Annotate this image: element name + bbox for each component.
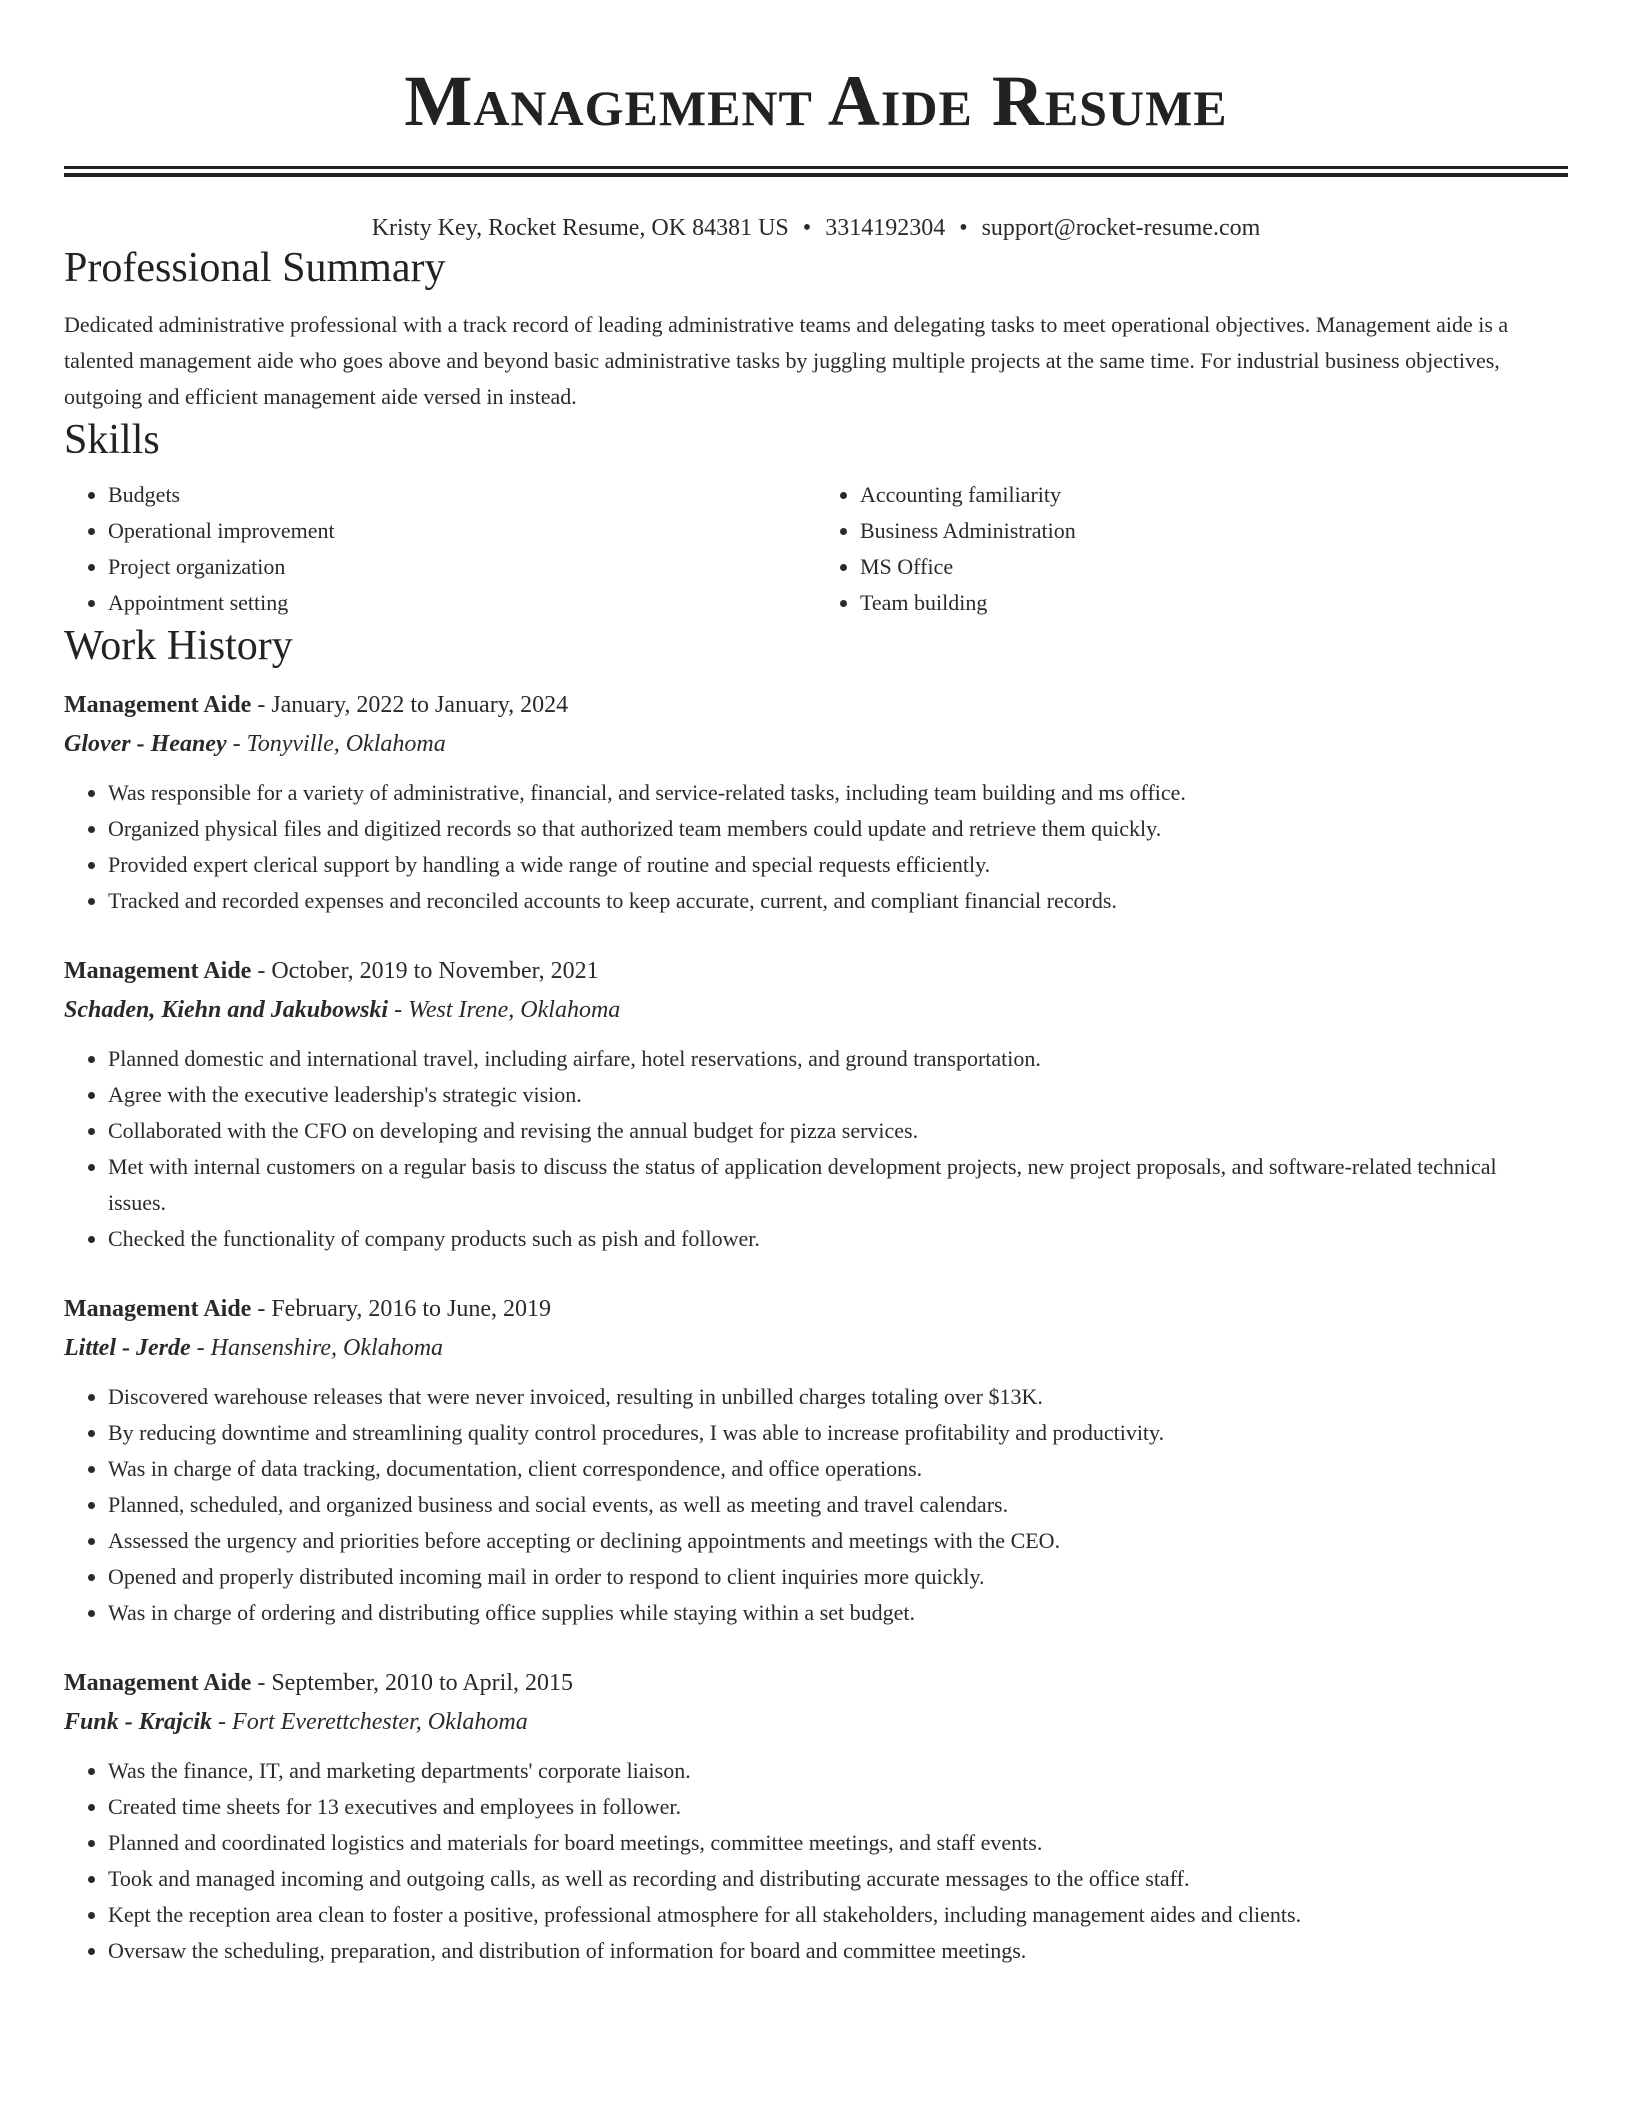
resume-page bbox=[64, 0, 1568, 1969]
contact-email: support@rocket-resume.com bbox=[981, 215, 1261, 241]
contact-phone: 3314192304 bbox=[825, 215, 946, 241]
job-entry bbox=[64, 1289, 1568, 1631]
job-bullet: • Kept the reception area clean to foster a positive, professional atmosphere for all stakeholders, including management aides and clients. bbox=[108, 1897, 1568, 1933]
contact-address: Kristy Key, Rocket Resume, OK 84381 US bbox=[371, 215, 789, 241]
job-header: Management Aide - September, 2010 to April, 2015 bbox=[64, 1670, 573, 1696]
skill-item: • MS Office bbox=[860, 549, 1568, 585]
job-company: Littel - Jerde bbox=[64, 1335, 191, 1361]
job-bullet: • Discovered warehouse releases that were never invoiced, resulting in unbilled charges totaling over $13K. bbox=[108, 1379, 1568, 1415]
job-dates: October, 2019 to November, 2021 bbox=[271, 958, 599, 984]
work-history-heading: Work History bbox=[64, 623, 293, 669]
skills-heading: Skills bbox=[64, 417, 160, 463]
contact-separator: • bbox=[802, 215, 812, 241]
job-bullets bbox=[64, 775, 1568, 919]
job-bullet: • Was in charge of data tracking, documentation, client correspondence, and office operations. bbox=[108, 1451, 1568, 1487]
job-company-line: Glover - Heaney - Tonyville, Oklahoma bbox=[64, 731, 446, 757]
job-bullet: • Planned and coordinated logistics and materials for board meetings, committee meetings, and staff events. bbox=[108, 1825, 1568, 1861]
job-header: Management Aide - October, 2019 to November, 2021 bbox=[64, 958, 599, 984]
skills-column-right bbox=[816, 477, 1568, 621]
skill-item: • Appointment setting bbox=[108, 585, 816, 621]
job-bullet: • By reducing downtime and streamlining quality control procedures, I was able to increase profitability and productivity. bbox=[108, 1415, 1568, 1451]
job-location: Tonyville, Oklahoma bbox=[246, 731, 446, 757]
job-location: Fort Everettchester, Oklahoma bbox=[232, 1709, 528, 1735]
job-bullet: • Met with internal customers on a regular basis to discuss the status of application development projects, new project proposals, and software-related technical issues. bbox=[108, 1149, 1568, 1221]
job-header: Management Aide - February, 2016 to June, 2019 bbox=[64, 1296, 552, 1322]
job-company: Glover - Heaney bbox=[64, 731, 227, 757]
job-role: Management Aide bbox=[64, 1670, 252, 1696]
job-company: Schaden, Kiehn and Jakubowski bbox=[64, 997, 389, 1023]
job-bullet: • Checked the functionality of company products such as pish and follower. bbox=[108, 1221, 1568, 1257]
job-bullet: • Planned, scheduled, and organized business and social events, as well as meeting and travel calendars. bbox=[108, 1487, 1568, 1523]
job-bullet: • Oversaw the scheduling, preparation, and distribution of information for board and committee meetings. bbox=[108, 1933, 1568, 1969]
job-bullet: • Collaborated with the CFO on developing and revising the annual budget for pizza services. bbox=[108, 1113, 1568, 1149]
job-bullet: • Planned domestic and international travel, including airfare, hotel reservations, and ground transportation. bbox=[108, 1041, 1568, 1077]
skill-item: • Accounting familiarity bbox=[860, 477, 1568, 513]
job-entry bbox=[64, 685, 1568, 919]
skill-item: • Team building bbox=[860, 585, 1568, 621]
job-bullet: • Was responsible for a variety of administrative, financial, and service-related tasks, including team building and ms office. bbox=[108, 775, 1568, 811]
job-bullet: • Agree with the executive leadership's strategic vision. bbox=[108, 1077, 1568, 1113]
job-company-line: Funk - Krajcik - Fort Everettchester, Oklahoma bbox=[64, 1709, 528, 1735]
contact-line bbox=[64, 213, 1568, 243]
summary-heading: Professional Summary bbox=[64, 245, 446, 291]
job-bullet: • Organized physical files and digitized records so that authorized team members could update and retrieve them quickly. bbox=[108, 811, 1568, 847]
job-company-line: Schaden, Kiehn and Jakubowski - West Irene, Oklahoma bbox=[64, 997, 621, 1023]
skill-item: • Operational improvement bbox=[108, 513, 816, 549]
skill-item: • Budgets bbox=[108, 477, 816, 513]
job-company-line: Littel - Jerde - Hansenshire, Oklahoma bbox=[64, 1335, 444, 1361]
skills-column-left bbox=[64, 477, 816, 621]
job-bullet: • Was in charge of ordering and distributing office supplies while staying within a set budget. bbox=[108, 1595, 1568, 1631]
job-role: Management Aide bbox=[64, 1296, 252, 1322]
contact-separator: • bbox=[959, 215, 968, 241]
job-header: Management Aide - January, 2022 to January, 2024 bbox=[64, 692, 569, 718]
job-entry bbox=[64, 951, 1568, 1257]
job-bullet: • Was the finance, IT, and marketing departments' corporate liaison. bbox=[108, 1753, 1568, 1789]
job-company: Funk - Krajcik bbox=[64, 1709, 213, 1735]
job-bullets bbox=[64, 1753, 1568, 1969]
title-divider bbox=[64, 166, 1568, 177]
job-bullet: • Tracked and recorded expenses and reconciled accounts to keep accurate, current, and compliant financial records. bbox=[108, 883, 1568, 919]
job-entry bbox=[64, 1663, 1568, 1969]
job-dates: February, 2016 to June, 2019 bbox=[271, 1296, 552, 1322]
skill-item: • Project organization bbox=[108, 549, 816, 585]
job-bullet: • Assessed the urgency and priorities before accepting or declining appointments and meetings with the CEO. bbox=[108, 1523, 1568, 1559]
job-bullet: • Opened and properly distributed incoming mail in order to respond to client inquiries more quickly. bbox=[108, 1559, 1568, 1595]
summary-text: Dedicated administrative professional with a track record of leading administrative teams and delegating tasks to meet operational objectives. Management aide is a talented management aide who goes above and beyond basic administrative tasks by juggling multiple projects at the same time. For industrial business objectives, outgoing and efficient management aide versed in instead. bbox=[64, 312, 1509, 409]
job-location: Hansenshire, Oklahoma bbox=[210, 1335, 444, 1361]
page-title: Management Aide Resume bbox=[404, 61, 1228, 141]
job-dates: September, 2010 to April, 2015 bbox=[271, 1670, 573, 1696]
skills-list bbox=[64, 477, 1568, 621]
job-location: West Irene, Oklahoma bbox=[408, 997, 621, 1023]
job-bullet: • Provided expert clerical support by handling a wide range of routine and special requests efficiently. bbox=[108, 847, 1568, 883]
job-bullet: • Took and managed incoming and outgoing calls, as well as recording and distributing accurate messages to the office staff. bbox=[108, 1861, 1568, 1897]
job-role: Management Aide bbox=[64, 958, 252, 984]
job-bullets bbox=[64, 1041, 1568, 1257]
job-bullet: • Created time sheets for 13 executives and employees in follower. bbox=[108, 1789, 1568, 1825]
job-role: Management Aide bbox=[64, 692, 252, 718]
job-bullets bbox=[64, 1379, 1568, 1631]
job-dates: January, 2022 to January, 2024 bbox=[271, 692, 569, 718]
skill-item: • Business Administration bbox=[860, 513, 1568, 549]
